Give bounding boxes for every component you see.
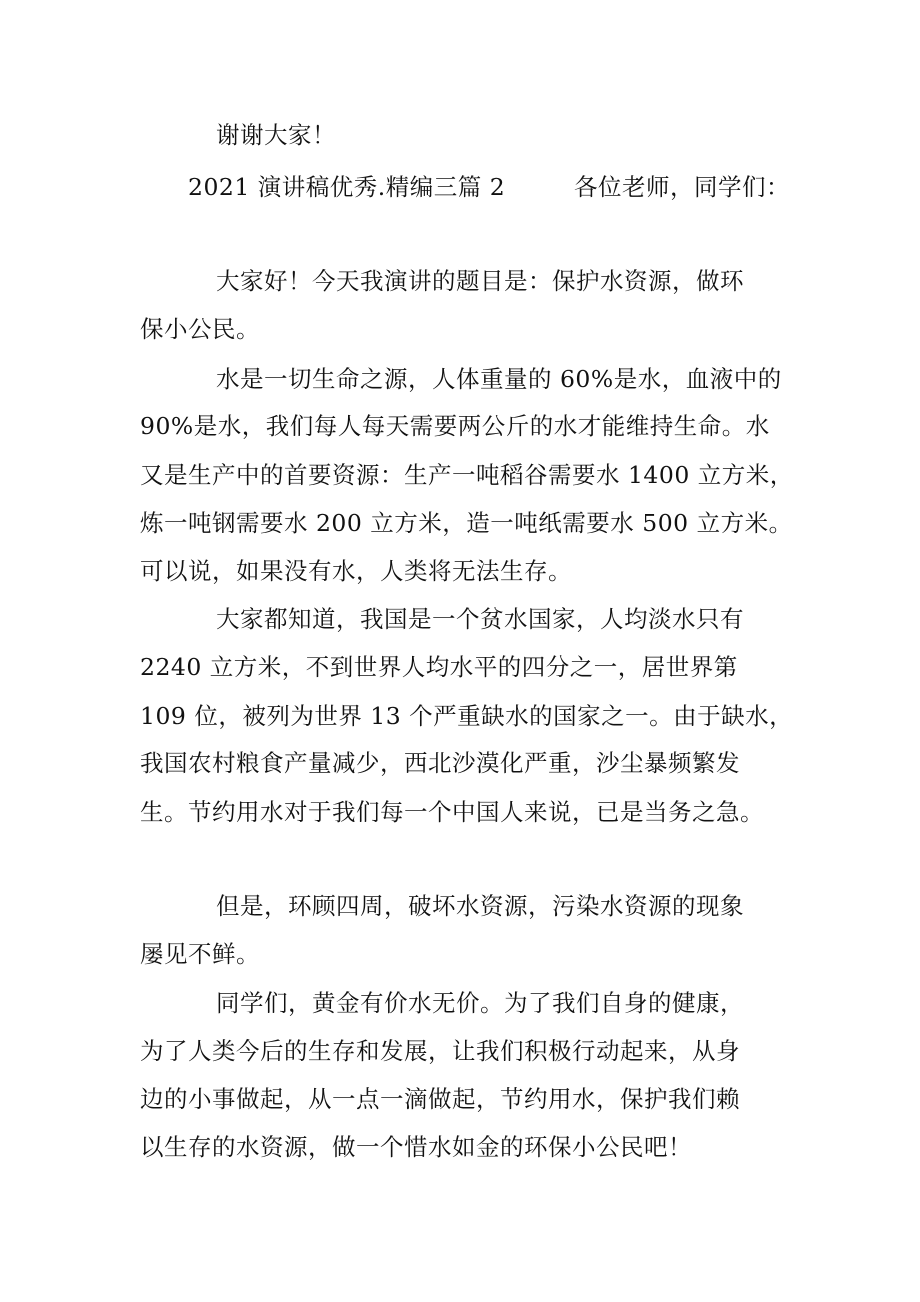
paragraph-line: 保小公民。 bbox=[140, 315, 260, 343]
closing-line: 谢谢大家！ bbox=[216, 121, 336, 149]
paragraph-line: 炼一吨钢需要水 200 立方米，造一吨纸需要水 500 立方米。 bbox=[140, 509, 793, 537]
paragraph-line: 90%是水，我们每人每天需要两公斤的水才能维持生命。水 bbox=[140, 412, 770, 440]
paragraph-line: 为了人类今后的生存和发展，让我们积极行动起来，从身 bbox=[140, 1037, 740, 1065]
paragraph-line: 109 位，被列为世界 13 个严重缺水的国家之一。由于缺水， bbox=[140, 702, 794, 730]
paragraph-line: 又是生产中的首要资源：生产一吨稻谷需要水 1400 立方米， bbox=[140, 461, 794, 489]
paragraph-line: 以生存的水资源，做一个惜水如金的环保小公民吧！ bbox=[140, 1133, 692, 1161]
paragraph-line: 水是一切生命之源，人体重量的 60%是水，血液中的 bbox=[216, 365, 782, 393]
paragraph-line: 生。节约用水对于我们每一个中国人来说，已是当务之急。 bbox=[140, 798, 764, 826]
paragraph-line: 但是，环顾四周，破坏水资源，污染水资源的现象 bbox=[216, 892, 744, 920]
paragraph-line: 我国农村粮食产量减少，西北沙漠化严重，沙尘暴频繁发 bbox=[140, 749, 740, 777]
paragraph-line: 大家都知道，我国是一个贫水国家，人均淡水只有 bbox=[216, 605, 744, 633]
speech-title: 2021 演讲稿优秀.精编三篇 2 bbox=[188, 173, 506, 201]
paragraph-line: 2240 立方米，不到世界人均水平的四分之一，居世界第 bbox=[140, 653, 738, 681]
paragraph-line: 边的小事做起，从一点一滴做起，节约用水，保护我们赖 bbox=[140, 1085, 740, 1113]
paragraph-line: 同学们，黄金有价水无价。为了我们自身的健康， bbox=[216, 989, 744, 1017]
salutation: 各位老师，同学们： bbox=[574, 173, 790, 201]
paragraph-line: 可以说，如果没有水，人类将无法生存。 bbox=[140, 557, 572, 585]
paragraph-line: 屡见不鲜。 bbox=[140, 940, 260, 968]
paragraph-line: 大家好！今天我演讲的题目是：保护水资源，做环 bbox=[216, 267, 744, 295]
